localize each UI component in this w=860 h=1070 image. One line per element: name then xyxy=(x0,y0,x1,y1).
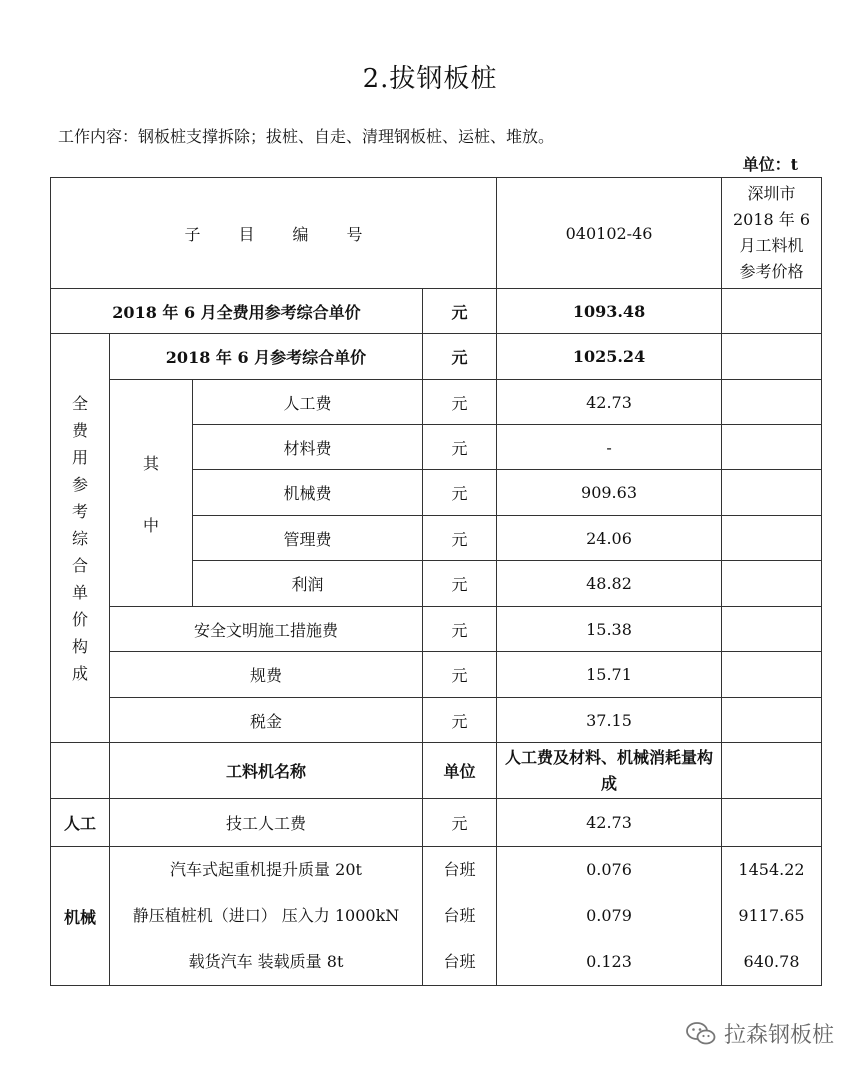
machinery-category: 机械 xyxy=(51,847,110,986)
among-char: 中 xyxy=(142,515,159,535)
machinery-values xyxy=(497,847,722,986)
ref-price-line: 参考价格 xyxy=(739,262,804,281)
resource-header-row xyxy=(51,743,822,799)
ref-price-label: 2018 年 6 月参考综合单价 xyxy=(110,334,423,380)
empty-cell xyxy=(722,698,822,743)
among-item-value: 48.82 xyxy=(497,561,722,607)
among-row xyxy=(51,380,822,425)
extra-item-unit: 元 xyxy=(423,698,497,743)
empty-cell xyxy=(722,561,822,607)
work-content: 工作内容：钢板桩支撑拆除；拔桩、自走、清理钢板桩、运桩、堆放。 xyxy=(58,127,555,146)
machinery-prices xyxy=(722,847,822,986)
extra-row xyxy=(51,607,822,652)
empty-cell xyxy=(722,607,822,652)
among-item-value: 24.06 xyxy=(497,516,722,561)
machinery-name: 汽车式起重机提升质量 20t xyxy=(170,860,362,879)
composition-char: 用 xyxy=(71,447,88,467)
resource-consumption-header: 人工费及材料、机械消耗量构成 xyxy=(497,743,722,799)
machinery-unit: 台班 xyxy=(443,952,476,971)
ref-price-line: 深圳市 xyxy=(747,184,796,203)
composition-char: 构 xyxy=(71,636,88,656)
empty-cell xyxy=(722,425,822,470)
among-item-label: 机械费 xyxy=(193,470,423,516)
labor-name: 技工人工费 xyxy=(110,799,423,847)
ref-price-line: 2018 年 6 xyxy=(732,210,811,229)
item-code-label: 子目编号 xyxy=(51,178,497,289)
extra-item-unit: 元 xyxy=(423,607,497,652)
extra-item-value: 15.71 xyxy=(497,652,722,698)
composition-char: 考 xyxy=(71,501,88,521)
composition-char: 全 xyxy=(71,393,88,413)
full-cost-unit: 元 xyxy=(423,289,497,334)
resource-name-header: 工料机名称 xyxy=(110,743,423,799)
machinery-price: 640.78 xyxy=(743,952,800,971)
composition-char: 费 xyxy=(71,420,88,440)
machinery-name: 静压植桩机（进口） 压入力 1000kN xyxy=(132,906,400,925)
labor-category: 人工 xyxy=(51,799,110,847)
wechat-icon xyxy=(686,1021,716,1047)
among-item-unit: 元 xyxy=(423,470,497,516)
among-item-unit: 元 xyxy=(423,516,497,561)
machinery-name: 载货汽车 装载质量 8t xyxy=(188,952,344,971)
machinery-unit: 台班 xyxy=(443,860,476,879)
full-cost-label: 2018 年 6 月全费用参考综合单价 xyxy=(51,289,423,334)
among-item-label: 利润 xyxy=(193,561,423,607)
among-char: 其 xyxy=(142,453,159,473)
machinery-price: 1454.22 xyxy=(738,860,805,879)
composition-char: 合 xyxy=(71,555,88,575)
extra-item-value: 15.38 xyxy=(497,607,722,652)
among-item-label: 人工费 xyxy=(193,380,423,425)
ref-price-row xyxy=(51,334,822,380)
extra-row xyxy=(51,652,822,698)
full-cost-row xyxy=(51,289,822,334)
machinery-units xyxy=(423,847,497,986)
empty-cell xyxy=(722,334,822,380)
unit-label: 单位：t xyxy=(742,155,798,174)
header-row xyxy=(51,178,822,289)
extra-item-unit: 元 xyxy=(423,652,497,698)
extra-item-label: 税金 xyxy=(110,698,423,743)
item-code-value: 040102-46 xyxy=(497,178,722,289)
composition-char: 价 xyxy=(71,609,88,629)
machinery-value: 0.123 xyxy=(586,952,632,971)
page-title: 2.拔钢板桩 xyxy=(362,64,498,94)
among-item-unit: 元 xyxy=(423,425,497,470)
among-item-value: 909.63 xyxy=(497,470,722,516)
ref-price-line: 月工料机 xyxy=(739,236,804,255)
among-item-label: 管理费 xyxy=(193,516,423,561)
composition-char: 参 xyxy=(71,474,88,494)
labor-row xyxy=(51,799,822,847)
among-label xyxy=(110,380,193,607)
among-item-label: 材料费 xyxy=(193,425,423,470)
among-item-value: - xyxy=(497,425,722,470)
watermark xyxy=(686,1018,834,1049)
empty-cell xyxy=(722,743,822,799)
ref-price-header xyxy=(722,178,822,289)
extra-item-label: 规费 xyxy=(110,652,423,698)
empty-cell xyxy=(722,470,822,516)
watermark-text: 拉森钢板桩 xyxy=(723,1023,834,1048)
ref-price-value: 1025.24 xyxy=(497,334,722,380)
machinery-names xyxy=(110,847,423,986)
machinery-row xyxy=(51,847,822,986)
among-item-value: 42.73 xyxy=(497,380,722,425)
empty-cell xyxy=(722,516,822,561)
extra-item-value: 37.15 xyxy=(497,698,722,743)
machinery-price: 9117.65 xyxy=(738,906,805,925)
composition-char: 成 xyxy=(71,663,88,683)
machinery-value: 0.079 xyxy=(586,906,632,925)
empty-cell xyxy=(722,380,822,425)
empty-cell xyxy=(51,743,110,799)
among-item-unit: 元 xyxy=(423,561,497,607)
labor-value: 42.73 xyxy=(497,799,722,847)
machinery-value: 0.076 xyxy=(586,860,632,879)
extra-row xyxy=(51,698,822,743)
extra-item-label: 安全文明施工措施费 xyxy=(110,607,423,652)
price-table-body xyxy=(50,177,822,986)
machinery-unit: 台班 xyxy=(443,906,476,925)
full-cost-value: 1093.48 xyxy=(497,289,722,334)
resource-unit-header: 单位 xyxy=(423,743,497,799)
ref-price-unit: 元 xyxy=(423,334,497,380)
empty-cell xyxy=(722,652,822,698)
empty-cell xyxy=(722,289,822,334)
among-item-unit: 元 xyxy=(423,380,497,425)
composition-char: 综 xyxy=(71,528,88,548)
labor-unit: 元 xyxy=(423,799,497,847)
empty-cell xyxy=(722,799,822,847)
composition-label xyxy=(51,334,110,743)
composition-char: 单 xyxy=(71,582,88,602)
